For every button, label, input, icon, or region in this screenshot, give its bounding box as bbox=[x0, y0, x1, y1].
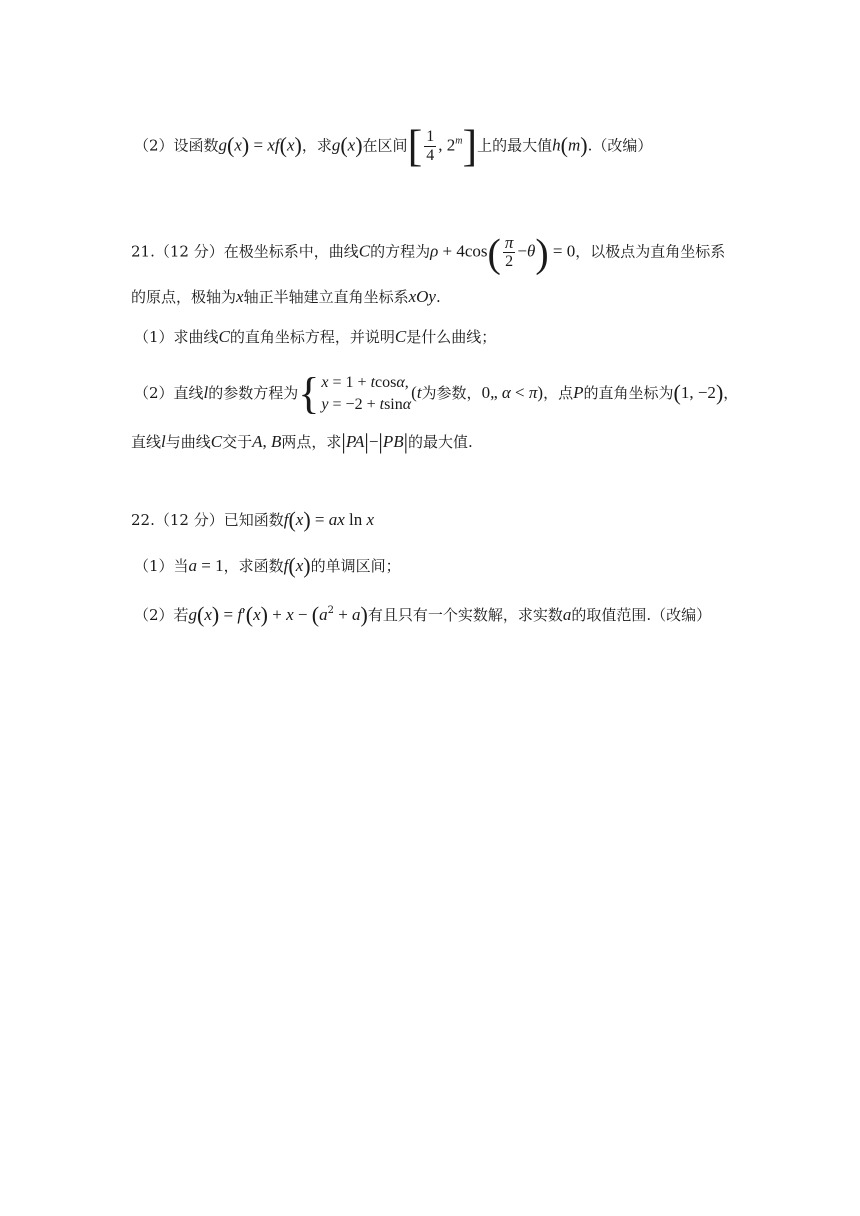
q21-last-a: 直线 bbox=[131, 433, 162, 451]
q21-last-line: 直线l与曲线C交于A, B两点，求|PA|−|PB|的最大值. bbox=[131, 429, 473, 454]
q21-part2-a: （2）直线 bbox=[134, 384, 204, 402]
q20-text2: 在区间 bbox=[362, 136, 408, 155]
q21-part1-a: （1）求曲线 bbox=[134, 328, 219, 346]
q21-part2-line: （2）直线l的参数方程为 { x = 1 + tcosα, y = −2 + tsinα (t为参数，0„ α < π)，点P的直角坐标为(1, −2)， bbox=[134, 369, 739, 418]
q21-last-c: 交于 bbox=[222, 433, 253, 451]
q21-part2-e: 的直角坐标为 bbox=[583, 384, 674, 402]
q22-p1-b: ，求函数 bbox=[223, 557, 284, 575]
math-g: g bbox=[218, 135, 228, 155]
q20-part2-label: （2）设函数 bbox=[134, 136, 219, 155]
q21-part2-d: ，点 bbox=[543, 384, 574, 402]
q21-part1-b: 的直角坐标方程，并说明 bbox=[229, 328, 395, 346]
q21-line2-text: 的原点，极轴为 bbox=[131, 288, 237, 306]
q21-t2: ，以极点为直角坐标系 bbox=[575, 242, 726, 261]
q22-p2-b: 有且只有一个实数解，求实数 bbox=[367, 606, 563, 624]
fraction-quarter: $\frac{1}{4}$ bbox=[426, 128, 435, 164]
q22-header-line: 22.（12 分）已知函数f(x) = ax ln x bbox=[131, 507, 375, 532]
q21-last-d: 两点，求 bbox=[281, 433, 342, 451]
q20-text3: 上的最大值 bbox=[477, 136, 553, 155]
q22-p1-a: （1）当 bbox=[134, 557, 189, 575]
q21-part1-line: （1）求曲线C的直角坐标方程，并说明C是什么曲线； bbox=[134, 327, 497, 346]
q22-header: 22.（12 分）已知函数 bbox=[131, 511, 284, 529]
q21-t1: 的方程为 bbox=[370, 242, 431, 261]
q20-part2-line: （2）设函数g(x) = xf(x)，求g(x)在区间[ $\frac{1}{4}$ , 2$^m$]上的最大值h(m).（改编） bbox=[134, 121, 653, 171]
q21-header: 21.（12 分）在极坐标系中，曲线 bbox=[131, 242, 359, 261]
q21-line2b-text: 轴正半轴建立直角坐标系 bbox=[243, 288, 409, 306]
q21-header-line: 21.（12 分）在极坐标系中，曲线C的方程为ρ + 4cos( $\frac{\pi}{2}$ −θ) = 0，以极点为直角坐标系 bbox=[131, 230, 726, 276]
q21-last-b: 与曲线 bbox=[165, 433, 211, 451]
fraction-pi-over-2: $\frac{\pi}{2}$ bbox=[504, 233, 514, 270]
q22-part2-line: （2）若$g(x) = f'(x) + x - (a^2 + a)$有且只有一个实数解，求实数a的取值范围.（改编） bbox=[134, 602, 712, 627]
q21-last-e: 的最大值. bbox=[408, 433, 473, 451]
q22-part1-line: （1）当a = 1，求函数f(x)的单调区间； bbox=[134, 553, 401, 578]
q22-p2-c: 的取值范围.（改编） bbox=[571, 606, 712, 624]
q21-part2-c: 为参数， bbox=[421, 384, 482, 402]
q21-line2: 的原点，极轴为x轴正半轴建立直角坐标系xOy. bbox=[131, 287, 441, 306]
parametric-system: { x = 1 + tcosα, y = −2 + tsinα bbox=[298, 369, 412, 418]
q20-text1: ，求 bbox=[301, 136, 332, 155]
q21-part2-b: 的参数方程为 bbox=[208, 384, 299, 402]
q20-text4: .（改编） bbox=[587, 136, 653, 155]
q22-p2-a: （2）若 bbox=[134, 606, 189, 624]
q22-p1-c: 的单调区间； bbox=[310, 557, 401, 575]
q21-part1-c: 是什么曲线； bbox=[406, 328, 497, 346]
